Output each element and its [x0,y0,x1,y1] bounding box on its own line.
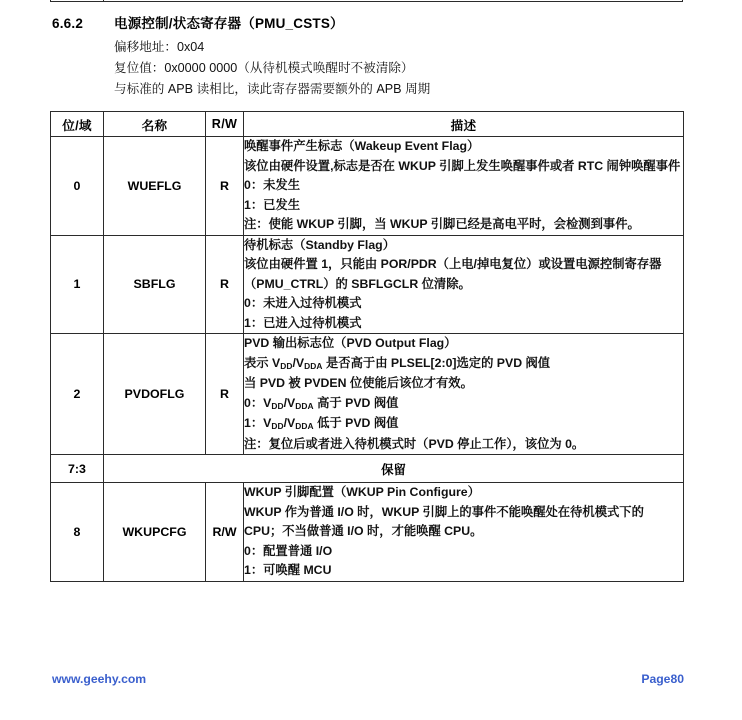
description-line: 0：未发生 [244,178,301,192]
cell-access-type: R [206,137,244,236]
cell-reserved: 保留 [104,455,684,483]
cell-bits: 7:3 [51,455,104,483]
offset-address-line: 偏移地址：0x04 [114,40,205,54]
cell-description [244,334,684,455]
cell-bits: 0 [51,137,104,236]
description-line: PVD 输出标志位（PVD Output Flag） [244,336,457,350]
cell-access-type: R [206,334,244,455]
header-bits: 位/域 [51,112,104,137]
description-line: 唤醒事件产生标志（Wakeup Event Flag） [244,139,480,153]
cell-field-name: PVDOFLG [104,334,206,455]
description-line: 1：可唤醒 MCU [244,563,332,577]
apb-note-line: 与标准的 APB 读相比，读此寄存器需要额外的 APB 周期 [114,82,431,96]
header-name: 名称 [104,112,206,137]
description-line: 该位由硬件置 1，只能由 POR/PDR（上电/掉电复位）或设置电源控制寄存器（PMU_CTRL）的 SBFLGCLR 位清除。 [244,257,662,291]
description-line: 1：$V_{DD}/V_{DDA}$ 低于 PVD 阀值 [244,416,399,431]
previous-table-fragment [50,0,683,2]
footer-website-link[interactable]: www.geehy.com [52,672,147,686]
page-footer [52,672,684,686]
cell-field-name: SBFLG [104,235,206,334]
cell-description [244,235,684,334]
cell-access-type: R [206,235,244,334]
table-row [51,455,684,483]
section-number: 6.6.2 [52,16,84,31]
cell-bits: 1 [51,235,104,334]
description-line: 当 PVD 被 PVDEN 位使能后该位才有效。 [244,376,473,390]
description-line: 1：已发生 [244,197,301,212]
table-row [51,483,684,582]
cell-description [244,137,684,236]
description-line: 注：复位后或者进入待机模式时（PVD 停止工作），该位为 0。 [244,436,585,451]
footer-page-number: Page80 [641,672,684,686]
description-line: WKUP 作为普通 I/O 时，WKUP 引脚上的事件不能唤醒处在待机模式下的 CPU；不当做普通 I/O 时，才能唤醒 CPU。 [244,504,644,538]
cell-bits: 2 [51,334,104,455]
description-line: 待机标志（Standby Flag） [244,237,395,252]
cell-access-type: R/W [206,483,244,582]
description-line: 该位由硬件设置,标志是否在 WKUP 引脚上发生唤醒事件或者 RTC 闹钟唤醒事件 [244,158,681,173]
register-field-table [50,111,684,582]
register-metadata [114,37,694,100]
description-line: WKUP 引脚配置（WKUP Pin Configure） [244,485,480,499]
description-line: 0：未进入过待机模式 [244,296,362,310]
section-heading [52,12,692,32]
description-line: 注：使能 WKUP 引脚，当 WKUP 引脚已经是高电平时，会检测到事件。 [244,217,640,231]
table-row [51,334,684,455]
table-header-row [51,112,684,137]
header-rw: R/W [206,112,244,137]
cell-field-name: WUEFLG [104,137,206,236]
description-line: 1：已进入过待机模式 [244,315,362,330]
fragment-column-divider [103,0,104,1]
header-description: 描述 [244,112,684,137]
description-line: 0：配置普通 I/O [244,543,333,558]
cell-bits: 8 [51,483,104,582]
cell-field-name: WKUPCFG [104,483,206,582]
table-body [51,137,684,582]
reset-value-line: 复位值：0x0000 0000（从待机模式唤醒时不被清除） [114,61,414,75]
table-row [51,137,684,236]
table-row [51,235,684,334]
description-line: 0：$V_{DD}/V_{DDA}$ 高于 PVD 阀值 [244,395,399,411]
section-title: 电源控制/状态寄存器（PMU_CSTS） [114,16,344,31]
cell-description [244,483,684,582]
description-line: 表示 $V_{DD}/V_{DDA}$ 是否高于由 PLSEL[2:0]选定的 PVD 阀值 [244,355,551,371]
